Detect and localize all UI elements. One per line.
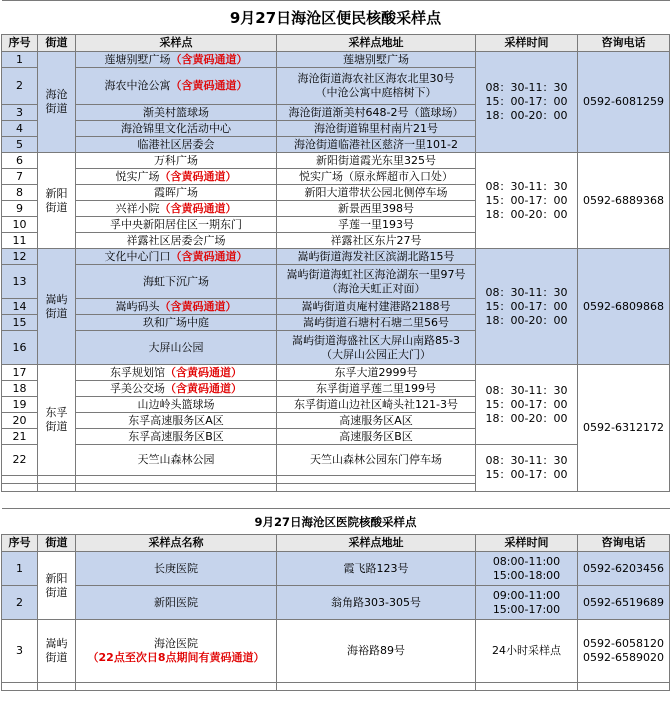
site-name [76,249,277,265]
site-label: 海沧锦里文化活动中心 [121,121,231,135]
site-address: 莲塘别墅广场 [277,52,476,68]
site-address: 嵩屿街道海盛社区大屏山南路85-3 （大屏山公园正大门） [277,331,476,365]
site-label: 万科广场 [154,153,198,167]
empty-cell [277,484,476,492]
yellow-code-tag: （含黄码通道） [170,79,248,92]
header-time: 采样时间 [476,535,578,552]
site-address: 东孚大道2999号 [277,365,476,381]
site-label: 长庚医院 [154,561,198,575]
yellow-code-tag: （含黄码通道） [170,52,248,66]
header-row [2,35,670,52]
sampling-time: 08：30-11：30 15：00-17：00 18：00-20：00 [476,249,578,365]
site-label: 霞晖广场 [154,185,198,199]
site-name [76,52,277,68]
header-addr: 采样点地址 [277,35,476,52]
site-name [76,552,277,586]
site-address: 嵩屿街道贞庵村建港路2188号 [277,299,476,315]
row-number: 22 [2,445,38,476]
site-address: 高速服务区B区 [277,429,476,445]
site-label: 孚中央新阳居住区一期东门 [110,217,242,231]
site-name [76,620,277,683]
row-number: 5 [2,137,38,153]
header-site: 采样点 [76,35,277,52]
yellow-code-tag: （含黄码通道） [159,201,237,215]
empty-cell [2,683,38,691]
site-label: 东孚高速服务区A区 [128,413,224,427]
row-number: 19 [2,397,38,413]
contact-phone: 0592-6889368 [578,153,670,249]
table-row [2,153,670,169]
row-number: 3 [2,105,38,121]
street-name: 嵩屿 街道 [38,620,76,683]
site-name [76,68,277,105]
site-name [76,445,277,476]
gap-row [2,492,670,509]
row-number: 21 [2,429,38,445]
contact-phone: 0592-6058120 0592-6589020 [578,620,670,683]
site-address: 新阳大道带状公园北侧停车场 [277,185,476,201]
header-phone: 咨询电话 [578,535,670,552]
sampling-sites-table [1,0,670,691]
site-address: 海沧街道海农社区海农北里30号 （中沧公寓中庭榕树下） [277,68,476,105]
yellow-code-tag: （含黄码通道） [165,365,242,379]
row-number: 1 [2,52,38,68]
site-name [76,185,277,201]
header-street: 街道 [38,35,76,52]
site-address: 高速服务区A区 [277,413,476,429]
site-label: 文化中心门口 [104,249,171,263]
site-label: 玖和广场中庭 [143,315,209,329]
site-label: 渐美村篮球场 [143,105,209,119]
site-label: 新阳医院 [154,595,198,609]
site-name [76,365,277,381]
table-row [2,586,670,620]
site-name [76,153,277,169]
site-address: 祥露社区东片27号 [277,233,476,249]
site-label: 东孚高速服务区B区 [128,429,224,443]
site-label: 祥露社区居委会广场 [126,233,226,247]
row-number: 10 [2,217,38,233]
street-name: 东孚 街道 [38,365,76,476]
site-label: 东孚规划馆 [110,365,165,379]
table-row [2,552,670,586]
row-number: 17 [2,365,38,381]
row-number: 12 [2,249,38,265]
sampling-time: 08：30-11：30 15：00-17：00 18：00-20：00 [476,365,578,445]
empty-cell [38,683,76,691]
empty-row [2,683,670,691]
street-name: 新阳 街道 [38,153,76,249]
yellow-code-tag: （含黄码通道） [170,249,248,263]
contact-phone: 0592-6809868 [578,249,670,365]
empty-cell [76,683,277,691]
contact-phone: 0592-6519689 [578,586,670,620]
site-address: 海沧街道渐美村648-2号（篮球场） [277,105,476,121]
site-label: 大屏山公园 [148,340,204,354]
site-address: 霞飞路123号 [277,552,476,586]
header-street: 街道 [38,535,76,552]
row-number: 3 [2,620,38,683]
sampling-time: 09:00-11:00 15:00-17:00 [476,586,578,620]
sampling-time: 08：30-11：30 15：00-17：00 18：00-20：00 [476,153,578,249]
site-name [76,429,277,445]
site-label: 孚美公交场 [110,381,165,395]
header-site: 采样点名称 [76,535,277,552]
contact-phone: 0592-6312172 [578,365,670,492]
header-time: 采样时间 [476,35,578,52]
empty-cell [277,476,476,484]
site-label: 海农中沧公寓 [104,79,171,92]
site-address: 翁角路303-305号 [277,586,476,620]
site-name [76,397,277,413]
row-number: 14 [2,299,38,315]
site-name [76,315,277,331]
header-addr: 采样点地址 [277,535,476,552]
site-name [76,201,277,217]
empty-cell [76,484,277,492]
row-number: 6 [2,153,38,169]
page-title: 9月27日海沧区便民核酸采样点 [2,1,670,35]
row-number: 11 [2,233,38,249]
street-name: 海沧 街道 [38,52,76,153]
site-address: 新景西里398号 [277,201,476,217]
site-address: 孚莲一里193号 [277,217,476,233]
empty-cell [76,476,277,484]
row-number: 8 [2,185,38,201]
site-address: 嵩屿街道海发社区滨湖北路15号 [277,249,476,265]
contact-phone: 0592-6081259 [578,52,670,153]
row-number: 1 [2,552,38,586]
site-name [76,121,277,137]
header-seq: 序号 [2,535,38,552]
empty-cell [578,683,670,691]
site-address: 嵩屿街道石塘村石塘二里56号 [277,315,476,331]
empty-cell [2,476,38,484]
site-label: 悦实广场 [115,169,160,183]
site-address: 海沧街道锦里村南片21号 [277,121,476,137]
site-label: 嵩屿码头 [115,299,160,313]
site-label: 兴祥小院 [115,201,160,215]
site-name [76,265,277,299]
site-name [76,105,277,121]
contact-phone: 0592-6203456 [578,552,670,586]
site-address: 新阳街道霞光东里325号 [277,153,476,169]
site-address: 东孚街道孚莲二里199号 [277,381,476,397]
row-number: 7 [2,169,38,185]
site-address: 海沧街道临港社区慈济一里101-2 [277,137,476,153]
site-label: 临港社区居委会 [137,137,215,151]
table-row [2,52,670,68]
empty-cell [476,683,578,691]
section-title-row [2,509,670,535]
row-number: 2 [2,68,38,105]
site-name [76,299,277,315]
row-number: 18 [2,381,38,397]
site-address: 悦实广场（原永辉超市入口处） [277,169,476,185]
header-seq: 序号 [2,35,38,52]
yellow-code-note: （22点至次日8点期间有黄码通道） [87,651,265,664]
sampling-time: 24小时采样点 [476,620,578,683]
row-number: 4 [2,121,38,137]
site-label: 莲塘别墅广场 [104,52,171,66]
sampling-time: 08：30-11：30 15：00-17：00 [476,445,578,492]
site-name [76,217,277,233]
empty-cell [2,484,38,492]
sampling-time: 08：30-11：30 15：00-17：00 18：00-20：00 [476,52,578,153]
site-name [76,169,277,185]
site-label: 山边岭头篮球场 [137,397,215,411]
sampling-time: 08:00-11:00 15:00-18:00 [476,552,578,586]
empty-cell [38,484,76,492]
site-name [76,413,277,429]
row-number: 2 [2,586,38,620]
site-label: 海沧医院 [154,637,198,650]
empty-cell [277,683,476,691]
header-row [2,535,670,552]
empty-cell [38,476,76,484]
site-label: 海虹下沉广场 [143,274,209,288]
table-row [2,620,670,683]
yellow-code-tag: （含黄码通道） [159,169,237,183]
site-label: 天竺山森林公园 [137,453,215,466]
yellow-code-tag: （含黄码通道） [159,299,237,313]
section-title: 9月27日海沧区医院核酸采样点 [2,509,670,535]
site-address: 东孚街道山边社区崎头社121-3号 [277,397,476,413]
site-address: 嵩屿街道海虹社区海沧湖东一里97号 （海沧天虹正对面） [277,265,476,299]
row-number: 15 [2,315,38,331]
site-name [76,137,277,153]
table-row [2,445,670,476]
site-address: 天竺山森林公园东门停车场 [277,445,476,476]
street-name: 新阳 街道 [38,552,76,620]
row-number: 13 [2,265,38,299]
site-name [76,233,277,249]
gap-cell [2,492,670,509]
site-name [76,586,277,620]
site-name [76,381,277,397]
header-phone: 咨询电话 [578,35,670,52]
site-address: 海裕路89号 [277,620,476,683]
site-name [76,331,277,365]
table-row [2,365,670,381]
row-number: 16 [2,331,38,365]
street-name: 嵩屿 街道 [38,249,76,365]
page-title-row [2,1,670,35]
row-number: 20 [2,413,38,429]
yellow-code-tag: （含黄码通道） [165,381,242,395]
table-row [2,249,670,265]
row-number: 9 [2,201,38,217]
